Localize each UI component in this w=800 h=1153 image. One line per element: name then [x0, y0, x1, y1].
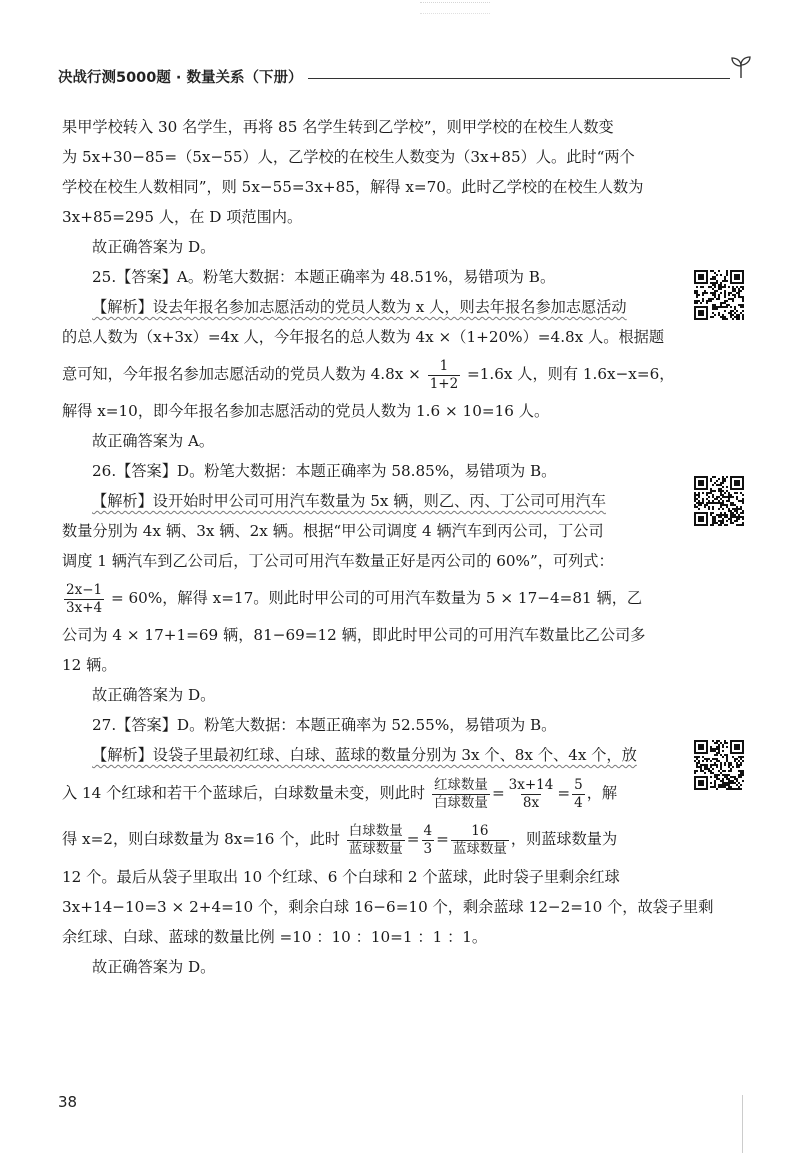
text-segment: ，则蓝球数量为	[510, 830, 618, 848]
fraction-numerator: 3x+14	[508, 776, 554, 793]
text-line: 3x+14−10=3 × 2+4=10 个，剩余白球 16−6=10 个，剩余蓝球 12−2=10 个，故袋子里剩	[62, 898, 714, 916]
fraction-numerator: 白球数量	[348, 822, 403, 839]
fraction-numerator: 1	[439, 357, 449, 374]
text-line: 公司为 4 × 17+1=69 辆，81−69=12 辆，即此时甲公司的可用汽车数量比乙公司多	[62, 626, 646, 644]
question-25-answer: 25.【答案】A。粉笔大数据：本题正确率为 48.51%，易错项为 B。	[92, 268, 556, 286]
header-title: 决战行测5000题 · 数量关系（下册）	[58, 70, 303, 86]
text-segment: ，解	[586, 784, 618, 802]
fraction	[422, 823, 435, 858]
fraction-denominator: 8x	[522, 794, 540, 811]
fraction-numerator: 16	[471, 822, 489, 839]
answer-conclusion: 故正确答案为 D。	[92, 686, 216, 704]
text-line: 的总人数为（x+3x）=4x 人，今年报名的总人数为 4x ×（1+20%）=4.8x 人。根据题	[62, 328, 665, 346]
question-26-analysis: 【解析】设开始时甲公司可用汽车数量为 5x 辆，则乙、丙、丁公司可用汽车	[92, 492, 606, 510]
text-line: 12 个。最后从袋子里取出 10 个红球、6 个白球和 2 个蓝球，此时袋子里剩余红球	[62, 868, 620, 886]
page-edge-line	[742, 1095, 743, 1153]
question-27-analysis: 【解析】设袋子里最初红球、白球、蓝球的数量分别为 3x 个、8x 个、4x 个，放	[92, 746, 637, 764]
sprout-icon	[728, 54, 754, 80]
fraction-numerator: 4	[423, 822, 433, 839]
text-line-with-fraction: 入 14 个红球和若干个蓝球后，白球数量未变，则此时 $\frac{\text{红球数量}}{\text{白球数量}}$ = $\frac{3x+14}{8x}$ = $\frac{5}{4}$ ，解	[62, 776, 618, 811]
fraction	[347, 823, 405, 858]
fraction	[428, 358, 461, 393]
answer-conclusion: 故正确答案为 D。	[92, 238, 216, 256]
question-25-analysis: 【解析】设去年报名参加志愿活动的党员人数为 x 人，则去年报名参加志愿活动	[92, 298, 627, 316]
text-segment: = 60%，解得 x=17。则此时甲公司的可用汽车数量为 5 × 17−4=81 辆，乙	[110, 589, 643, 607]
fraction-denominator: 蓝球数量	[452, 840, 507, 857]
question-26-answer: 26.【答案】D。粉笔大数据：本题正确率为 58.85%，易错项为 B。	[92, 462, 557, 480]
text-segment: 意可知，今年报名参加志愿活动的党员人数为 4.8x ×	[62, 365, 421, 383]
qr-code-icon[interactable]	[694, 270, 744, 320]
fraction-denominator: 3	[423, 840, 433, 857]
fraction-denominator: 1+2	[429, 375, 459, 392]
fraction-denominator: 白球数量	[433, 794, 488, 811]
fraction-denominator: 4	[574, 794, 583, 811]
fraction	[507, 777, 556, 812]
header-rule	[308, 78, 730, 79]
running-header	[58, 66, 748, 88]
text-line: 数量分别为 4x 辆、3x 辆、2x 辆。根据“甲公司调度 4 辆汽车到丙公司，丁公司	[62, 522, 604, 540]
qr-code-icon[interactable]	[694, 476, 744, 526]
fraction	[451, 823, 509, 858]
text-line-with-fraction	[62, 576, 682, 620]
text-segment: =1.6x 人，则有 1.6x−x=6，	[467, 365, 675, 383]
text-line: 余红球、白球、蓝球的数量比例 =10 ：10 ：10=1 ：1 ：1。	[62, 928, 488, 946]
fraction-denominator: 3x+4	[66, 599, 103, 616]
fraction-denominator: 蓝球数量	[348, 840, 403, 857]
text-line: 为 5x+30−85=（5x−55）人，乙学校的在校生人数变为（3x+85）人。此时“两个	[62, 148, 635, 166]
text-line: 学校在校生人数相同”，则 5x−55=3x+85，解得 x=70。此时乙学校的在校生人数为	[62, 178, 644, 196]
question-27-answer: 27.【答案】D。粉笔大数据：本题正确率为 52.55%，易错项为 B。	[92, 716, 557, 734]
text-line: 12 辆。	[62, 656, 117, 674]
qr-code-icon[interactable]	[694, 740, 744, 790]
text-line: 解得 x=10，即今年报名参加志愿活动的党员人数为 1.6 × 10=16 人。	[62, 402, 550, 420]
answer-conclusion: 故正确答案为 D。	[92, 958, 216, 976]
fraction-numerator: 2x−1	[66, 581, 103, 598]
fraction	[432, 777, 490, 812]
text-line: 3x+85=295 人，在 D 项范围内。	[62, 208, 303, 226]
text-line-with-fraction	[62, 352, 682, 396]
text-segment: 入 14 个红球和若干个蓝球后，白球数量未变，则此时	[62, 784, 426, 802]
fraction-numerator: 红球数量	[433, 776, 488, 793]
answer-conclusion: 故正确答案为 A。	[92, 432, 215, 450]
fraction	[572, 777, 585, 812]
text-segment: 得 x=2，则白球数量为 8x=16 个，此时	[62, 830, 340, 848]
text-line: 果甲学校转入 30 名学生，再将 85 名学生转到乙学校”，则甲学校的在校生人数变	[62, 118, 614, 136]
text-line: 调度 1 辆汽车到乙公司后，丁公司可用汽车数量正好是丙公司的 60%”，可列式：	[62, 552, 614, 570]
page-number: 38	[58, 1093, 78, 1111]
text-line-with-fraction: 得 x=2，则白球数量为 8x=16 个，此时 $\frac{\text{白球数量}}{\text{蓝球数量}}$ = $\frac{4}{3}$ = $\frac{16}{\text{蓝球数量}}$ ，则蓝球数量为	[62, 822, 618, 857]
scan-artifact	[420, 2, 490, 14]
fraction	[64, 582, 104, 617]
page-content	[62, 112, 714, 982]
fraction-numerator: 5	[574, 776, 583, 793]
